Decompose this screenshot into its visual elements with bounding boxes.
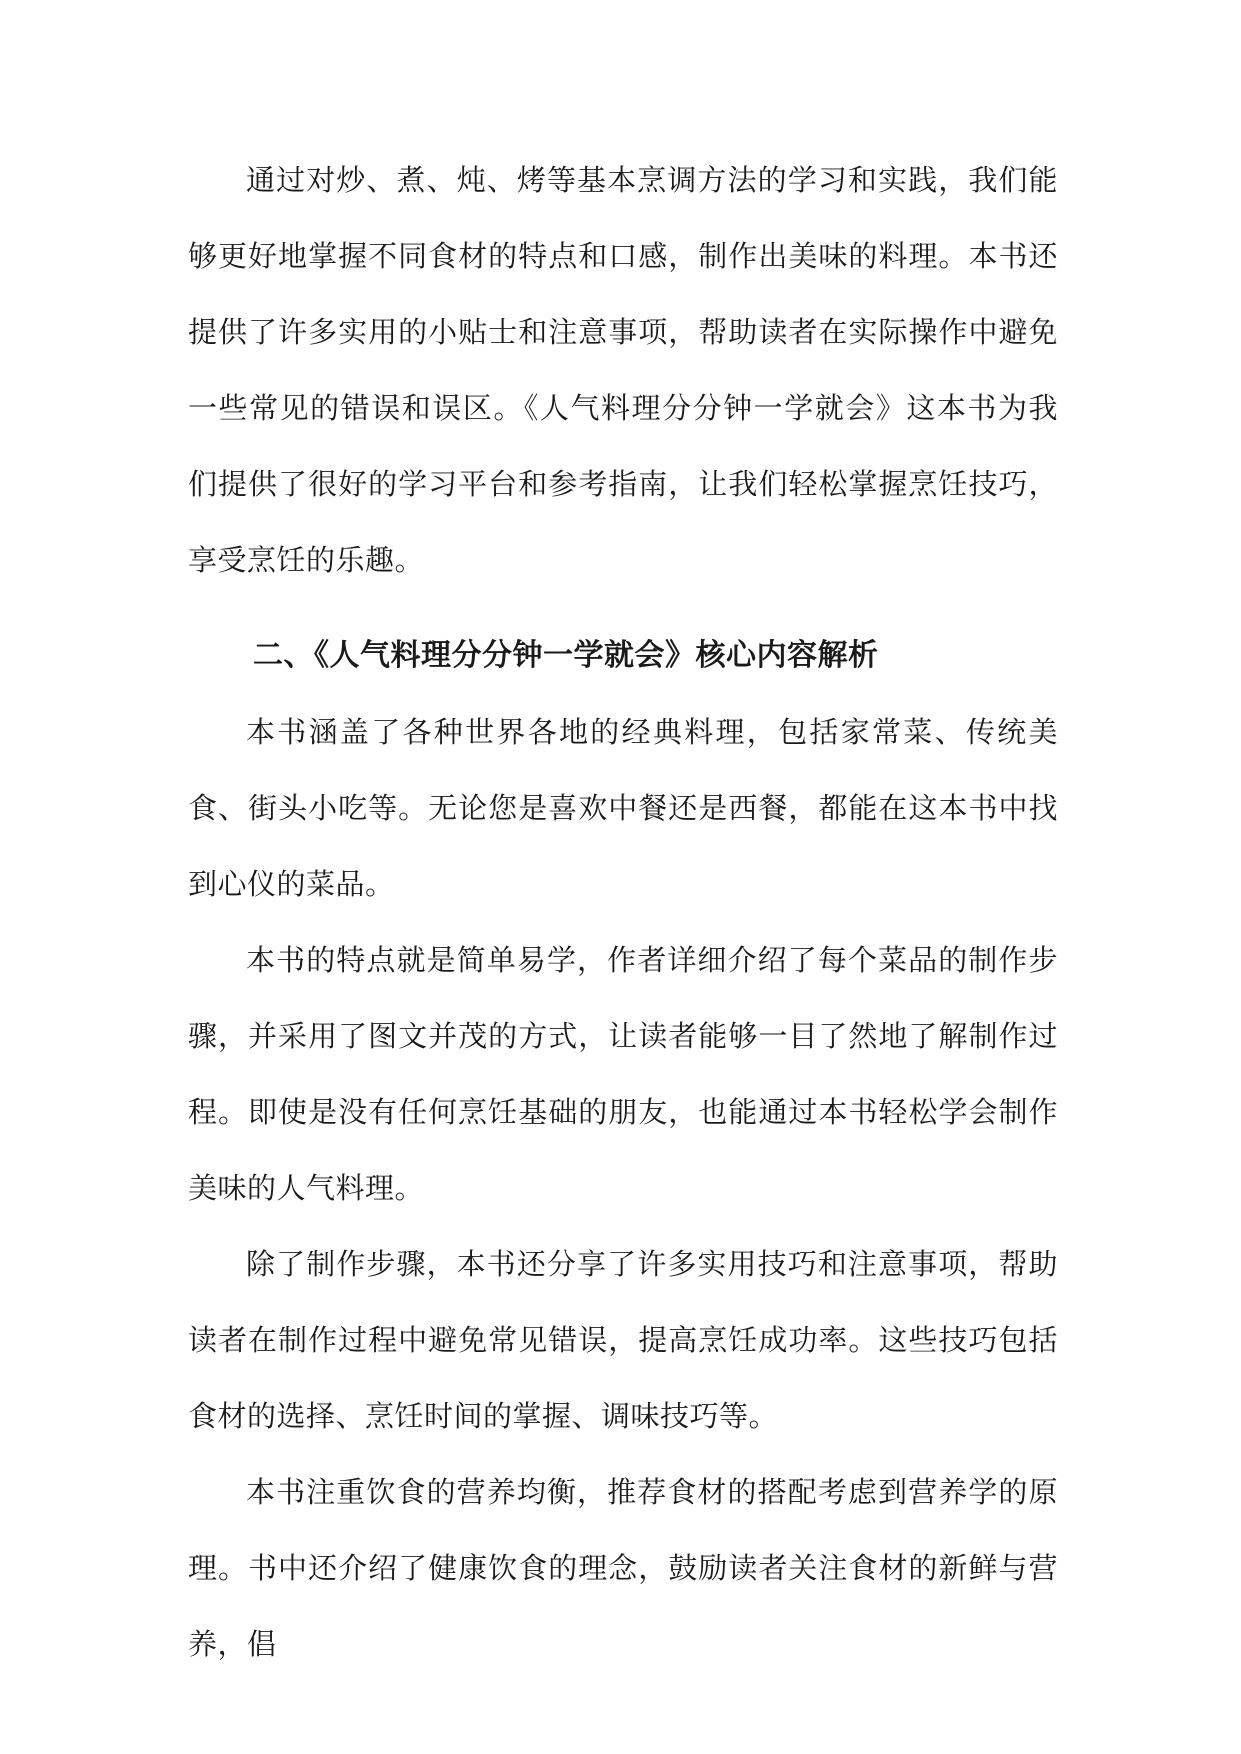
section-heading: 二、《人气料理分分钟一学就会》核心内容解析	[253, 638, 879, 673]
document-body	[188, 142, 1058, 1682]
paragraph-5: 本书注重饮食的营养均衡，推荐食材的搭配考虑到营养学的原理。书中还介绍了健康饮食的理念，鼓励读者关注食材的新鲜与营养，倡	[188, 1475, 1058, 1661]
paragraph-2: 本书涵盖了各种世界各地的经典料理，包括家常菜、传统美食、街头小吃等。无论您是喜欢中餐还是西餐，都能在这本书中找到心仪的菜品。	[188, 715, 1058, 901]
paragraph-3: 本书的特点就是简单易学，作者详细介绍了每个菜品的制作步骤，并采用了图文并茂的方式，让读者能够一目了然地了解制作过程。即使是没有任何烹饪基础的朋友，也能通过本书轻松学会制作美味的人气料理。	[188, 943, 1058, 1205]
paragraph-1: 通过对炒、煮、炖、烤等基本烹调方法的学习和实践，我们能够更好地掌握不同食材的特点和口感，制作出美味的料理。本书还提供了许多实用的小贴士和注意事项，帮助读者在实际操作中避免一些常见的错误和误区。《人气料理分分钟一学就会》这本书为我们提供了很好的学习平台和参考指南，让我们轻松掌握烹饪技巧，享受烹饪的乐趣。	[188, 163, 1058, 577]
paragraph-4: 除了制作步骤，本书还分享了许多实用技巧和注意事项，帮助读者在制作过程中避免常见错误，提高烹饪成功率。这些技巧包括食材的选择、烹饪时间的掌握、调味技巧等。	[188, 1247, 1058, 1433]
